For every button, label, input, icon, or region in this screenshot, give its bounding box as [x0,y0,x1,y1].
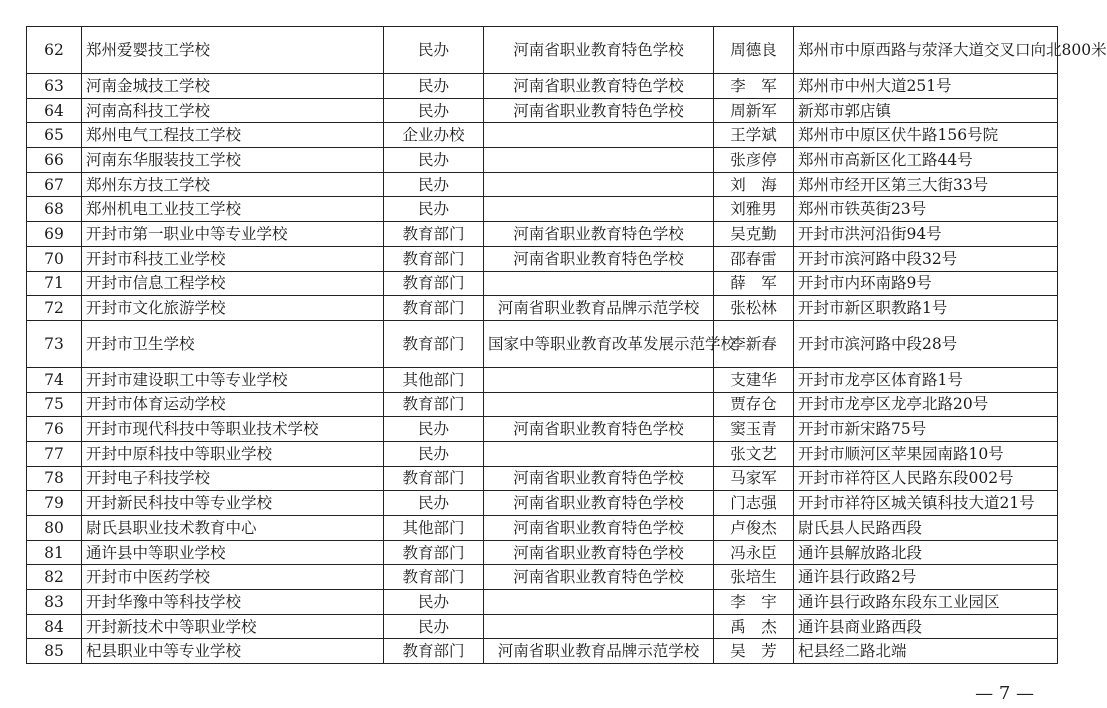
table-row [27,74,1058,99]
school-honor: 河南省职业教育特色学校 [484,74,714,99]
school-head: 禹 杰 [714,614,794,639]
school-honor: 河南省职业教育特色学校 [484,417,714,442]
row-number: 84 [27,614,82,639]
school-name: 河南东华服装技工学校 [82,148,384,173]
table-row [27,148,1058,173]
school-honor [484,590,714,615]
school-name: 开封市信息工程学校 [82,271,384,296]
school-address: 开封市祥符区城关镇科技大道21号 [794,491,1058,516]
school-head: 张松林 [714,296,794,321]
school-type: 民办 [384,148,484,173]
school-address: 开封市龙亭区体育路1号 [794,367,1058,392]
table-row [27,98,1058,123]
school-honor [484,148,714,173]
school-type: 教育部门 [384,296,484,321]
row-number: 75 [27,392,82,417]
school-honor: 河南省职业教育特色学校 [484,540,714,565]
school-name: 开封市体育运动学校 [82,392,384,417]
table-row [27,540,1058,565]
table-row [27,246,1058,271]
school-address: 郑州市中州大道251号 [794,74,1058,99]
school-honor [484,271,714,296]
row-number: 69 [27,222,82,247]
table-row [27,392,1058,417]
school-head: 吴 芳 [714,639,794,664]
school-head: 李新春 [714,320,794,367]
school-honor [484,392,714,417]
school-honor: 河南省职业教育特色学校 [484,516,714,541]
table-row [27,222,1058,247]
row-number: 67 [27,172,82,197]
school-head: 张培生 [714,565,794,590]
school-type: 民办 [384,441,484,466]
school-head: 吴克勤 [714,222,794,247]
school-type: 教育部门 [384,392,484,417]
school-honor [484,197,714,222]
table-row [27,417,1058,442]
school-type: 教育部门 [384,246,484,271]
school-address: 郑州市中原西路与荥泽大道交叉口向北800米 [794,27,1058,74]
school-honor: 河南省职业教育品牌示范学校 [484,639,714,664]
school-address: 尉氏县人民路西段 [794,516,1058,541]
table-row [27,590,1058,615]
school-name: 开封新技术中等职业学校 [82,614,384,639]
row-number: 85 [27,639,82,664]
school-address: 开封市内环南路9号 [794,271,1058,296]
school-type: 民办 [384,27,484,74]
table-row [27,639,1058,664]
row-number: 68 [27,197,82,222]
school-honor [484,614,714,639]
school-head: 马家军 [714,466,794,491]
school-honor: 河南省职业教育特色学校 [484,246,714,271]
school-type: 民办 [384,417,484,442]
school-name: 郑州东方技工学校 [82,172,384,197]
school-head: 王学斌 [714,123,794,148]
school-head: 卢俊杰 [714,516,794,541]
table-row [27,296,1058,321]
school-honor: 河南省职业教育特色学校 [484,565,714,590]
school-type: 教育部门 [384,222,484,247]
school-type: 民办 [384,491,484,516]
school-type: 教育部门 [384,565,484,590]
school-type: 教育部门 [384,271,484,296]
school-name: 河南高科技工学校 [82,98,384,123]
row-number: 80 [27,516,82,541]
table-row [27,565,1058,590]
table-row [27,320,1058,367]
school-name: 河南金城技工学校 [82,74,384,99]
school-head: 刘 海 [714,172,794,197]
school-address: 郑州市中原区伏牛路156号院 [794,123,1058,148]
row-number: 64 [27,98,82,123]
school-name: 开封市科技工业学校 [82,246,384,271]
school-type: 教育部门 [384,466,484,491]
school-honor: 河南省职业教育特色学校 [484,222,714,247]
school-type: 民办 [384,98,484,123]
school-name: 郑州电气工程技工学校 [82,123,384,148]
row-number: 63 [27,74,82,99]
row-number: 78 [27,466,82,491]
table-row [27,123,1058,148]
school-head: 周新军 [714,98,794,123]
school-honor [484,367,714,392]
school-type: 教育部门 [384,320,484,367]
school-name: 开封中原科技中等职业学校 [82,441,384,466]
school-head: 冯永臣 [714,540,794,565]
school-type: 民办 [384,590,484,615]
table-row [27,197,1058,222]
school-honor [484,441,714,466]
school-honor: 河南省职业教育特色学校 [484,27,714,74]
school-address: 新郑市郭店镇 [794,98,1058,123]
school-address: 郑州市高新区化工路44号 [794,148,1058,173]
school-address: 通许县行政路2号 [794,565,1058,590]
school-honor: 河南省职业教育特色学校 [484,491,714,516]
table-row [27,441,1058,466]
school-head: 刘雅男 [714,197,794,222]
school-head: 邵春雷 [714,246,794,271]
school-head: 李 军 [714,74,794,99]
school-address: 开封市洪河沿街94号 [794,222,1058,247]
school-table [26,26,1107,664]
school-head: 周德良 [714,27,794,74]
school-address: 开封市龙亭区龙亭北路20号 [794,392,1058,417]
row-number: 65 [27,123,82,148]
school-head: 薛 军 [714,271,794,296]
school-head: 张文艺 [714,441,794,466]
table-row [27,271,1058,296]
school-address: 开封市新区职教路1号 [794,296,1058,321]
school-name: 开封新民科技中等专业学校 [82,491,384,516]
school-head: 窦玉青 [714,417,794,442]
school-head: 贾存仓 [714,392,794,417]
school-address: 郑州市经开区第三大街33号 [794,172,1058,197]
row-number: 73 [27,320,82,367]
school-honor: 河南省职业教育品牌示范学校 [484,296,714,321]
school-type: 企业办校 [384,123,484,148]
table-row [27,466,1058,491]
school-honor [484,123,714,148]
school-name: 开封华豫中等科技学校 [82,590,384,615]
school-address: 开封市新宋路75号 [794,417,1058,442]
row-number: 77 [27,441,82,466]
school-address: 开封市滨河路中段32号 [794,246,1058,271]
school-address: 开封市顺河区苹果园南路10号 [794,441,1058,466]
row-number: 66 [27,148,82,173]
school-address: 通许县商业路西段 [794,614,1058,639]
school-type: 其他部门 [384,367,484,392]
school-type: 教育部门 [384,639,484,664]
school-honor: 河南省职业教育特色学校 [484,98,714,123]
school-head: 李 宇 [714,590,794,615]
school-address: 开封市滨河路中段28号 [794,320,1058,367]
school-table-body [27,27,1107,664]
school-name: 开封市第一职业中等专业学校 [82,222,384,247]
row-number: 83 [27,590,82,615]
school-type: 教育部门 [384,540,484,565]
table-row [27,516,1058,541]
row-number: 82 [27,565,82,590]
school-name: 开封市中医药学校 [82,565,384,590]
school-address: 通许县行政路东段东工业园区 [794,590,1058,615]
school-name: 开封电子科技学校 [82,466,384,491]
school-name: 开封市文化旅游学校 [82,296,384,321]
table-row [27,614,1058,639]
row-number: 72 [27,296,82,321]
school-address: 郑州市铁英街23号 [794,197,1058,222]
school-address: 开封市祥符区人民路东段002号 [794,466,1058,491]
page-number: — 7 — [975,683,1034,704]
row-number: 62 [27,27,82,74]
school-type: 民办 [384,74,484,99]
school-type: 民办 [384,172,484,197]
school-honor [484,172,714,197]
school-name: 开封市卫生学校 [82,320,384,367]
school-head: 门志强 [714,491,794,516]
school-head: 支建华 [714,367,794,392]
row-number: 79 [27,491,82,516]
table-row [27,172,1058,197]
row-number: 74 [27,367,82,392]
school-type: 民办 [384,614,484,639]
school-address: 通许县解放路北段 [794,540,1058,565]
row-number: 70 [27,246,82,271]
table-row [27,491,1058,516]
school-name: 郑州爱婴技工学校 [82,27,384,74]
school-type: 民办 [384,197,484,222]
row-number: 81 [27,540,82,565]
school-name: 尉氏县职业技术教育中心 [82,516,384,541]
row-number: 76 [27,417,82,442]
school-name: 通许县中等职业学校 [82,540,384,565]
school-head: 张彦停 [714,148,794,173]
school-name: 杞县职业中等专业学校 [82,639,384,664]
school-name: 郑州机电工业技工学校 [82,197,384,222]
table-row [27,367,1058,392]
school-name: 开封市现代科技中等职业技术学校 [82,417,384,442]
school-honor: 河南省职业教育特色学校 [484,466,714,491]
school-address: 杞县经二路北端 [794,639,1058,664]
table-row [27,27,1058,74]
school-honor: 国家中等职业教育改革发展示范学校 [484,320,714,367]
school-name: 开封市建设职工中等专业学校 [82,367,384,392]
school-type: 其他部门 [384,516,484,541]
row-number: 71 [27,271,82,296]
